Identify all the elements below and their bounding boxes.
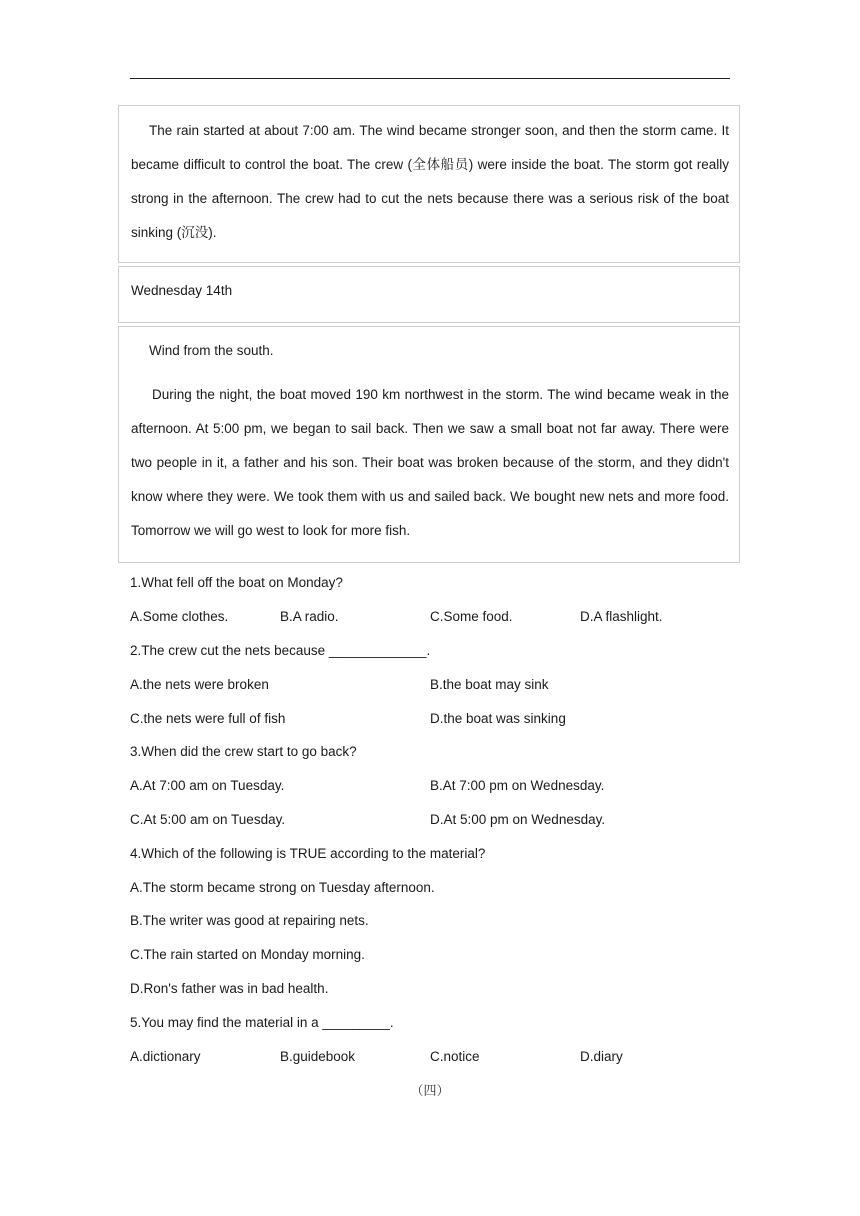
answer-option[interactable]: A.At 7:00 am on Tuesday. [130,778,285,793]
question-stem: 5.You may find the material in a _________. [130,1015,394,1030]
question-stem: 3.When did the crew start to go back? [130,744,357,759]
answer-option[interactable]: B.The writer was good at repairing nets. [130,913,369,928]
answer-option[interactable]: C.the nets were full of fish [130,711,286,726]
answer-option[interactable]: D.diary [580,1049,623,1064]
answer-option[interactable]: B.A radio. [280,609,339,624]
answer-option[interactable]: C.Some food. [430,609,513,624]
passage-box-3 [118,326,740,563]
header-rule [130,78,730,79]
answer-option[interactable]: D.At 5:00 pm on Wednesday. [430,812,606,827]
answer-option[interactable]: A.Some clothes. [130,609,229,624]
answer-option[interactable]: A.The storm became strong on Tuesday afternoon. [130,880,435,895]
answer-option[interactable]: A.the nets were broken [130,677,269,692]
passage-paragraph: During the night, the boat moved 190 km northwest in the storm. The wind became weak in the afternoon. At 5:00 pm, we began to sail back. Then we saw a small boat not far away. There were two people in it, a father and his son. Their boat was broken because of the storm, and they didn't know where they were. We took them with us and sailed back. We bought new nets and more food. Tomorrow we will go west to look for more fish. [131,387,729,538]
passage-box-2 [118,266,740,323]
answer-option[interactable]: C.The rain started on Monday morning. [130,947,365,962]
question-stem: 2.The crew cut the nets because _____________. [130,643,431,658]
question-stem: 4.Which of the following is TRUE according to the material? [130,846,486,861]
passage-paragraph: Wind from the south. [149,343,274,358]
answer-option[interactable]: C.notice [430,1049,480,1064]
answer-option[interactable]: B.guidebook [280,1049,356,1064]
answer-option[interactable]: D.A flashlight. [580,609,663,624]
answer-option[interactable]: B.the boat may sink [430,677,549,692]
answer-option[interactable]: D.Ron's father was in bad health. [130,981,329,996]
answer-option[interactable]: C.At 5:00 am on Tuesday. [130,812,286,827]
answer-option[interactable]: A.dictionary [130,1049,201,1064]
answer-option[interactable]: B.At 7:00 pm on Wednesday. [430,778,605,793]
day-heading: Wednesday 14th [131,283,233,298]
question-stem: 1.What fell off the boat on Monday? [130,575,343,590]
answer-option[interactable]: D.the boat was sinking [430,711,566,726]
passage-paragraph: The rain started at about 7:00 am. The wind became stronger soon, and then the storm came. It became difficult to control the boat. The crew (全体船员) were inside the boat. The storm got really strong in the afternoon. The crew had to cut the nets because there was a serious risk of the boat sinking (沉没). [131,123,729,240]
passage-box-1 [118,105,740,263]
section-number: （四） [410,1084,450,1099]
